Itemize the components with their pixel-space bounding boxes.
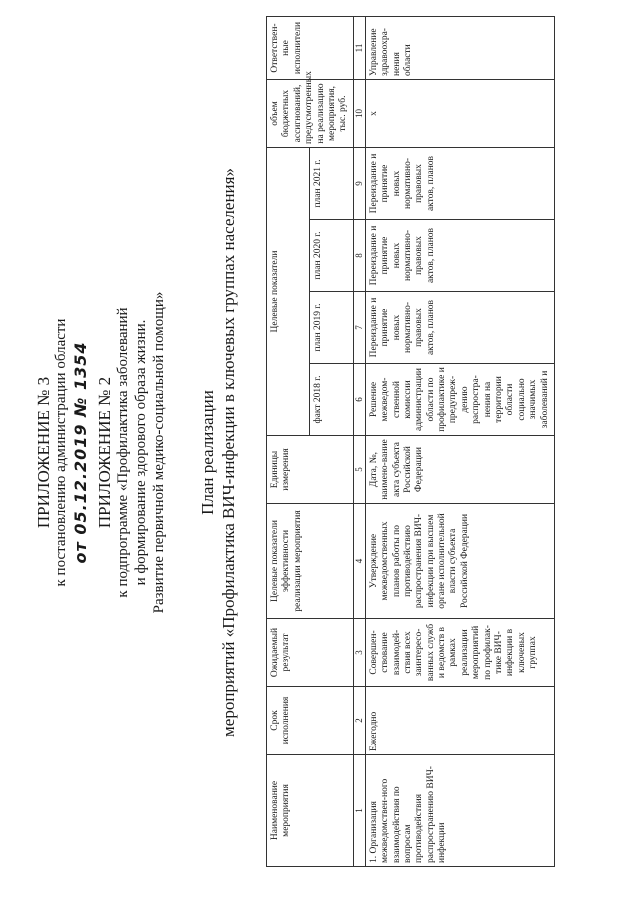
table-row: [365, 17, 554, 867]
cell-plan-2021: Переиздание и принятие новых нормативно-правовых актов, планов: [365, 148, 554, 220]
column-number: 1: [353, 755, 365, 867]
cell-unit: Дата, №, наимено-вание акта субъекта Российской Федерации: [365, 436, 554, 504]
header-name: Наименование мероприятия: [267, 755, 354, 867]
column-number: 4: [353, 504, 365, 619]
header-plan-2020: план 2020 г.: [310, 220, 353, 292]
resolution-line: к постановлению администрации области: [53, 318, 69, 587]
column-number: 6: [353, 364, 365, 436]
column-number: 5: [353, 436, 365, 504]
column-number: 8: [353, 220, 365, 292]
plan-subtitle: мероприятий «Профилактика ВИЧ-инфекции в ключевых группах населения»: [219, 168, 238, 737]
column-number: 7: [353, 292, 365, 364]
cell-fact-2018: Решение межведом-ственной комиссии администрации области по профилактике и предупреж-дению распростра-нения на территории области социально значимых заболеваний и: [365, 364, 554, 436]
header-term: Срок исполнения: [267, 687, 354, 755]
cell-plan-2019: Переиздание и принятие новых нормативно-правовых актов, планов: [365, 292, 554, 364]
header-plan-2021: план 2021 г.: [310, 148, 353, 220]
header-result: Ожидаемый результат: [267, 619, 354, 687]
column-number: 3: [353, 619, 365, 687]
subprogram-line-2: и формирование здорового образа жизни.: [133, 319, 149, 586]
column-number: 10: [353, 80, 365, 148]
handwritten-date-number: от 05.12.2019 № 1354: [71, 341, 90, 564]
column-number: 11: [353, 17, 365, 80]
cell-budget: х: [365, 80, 554, 148]
cell-term: Ежегодно: [365, 687, 554, 755]
header-row-1: [267, 17, 310, 867]
header-fact-2018: факт 2018 г.: [310, 364, 353, 436]
cell-result: Совершен-ствование взаимодей-ствия всех заинтересо-ванных служб и ведомств в рамках реализации мероприятий по профилак-тике ВИЧ-инфекции в ключевых группах: [365, 619, 554, 687]
implementation-plan-table: [266, 16, 555, 867]
plan-title: План реализации: [198, 390, 217, 515]
column-number-row: [353, 17, 365, 867]
header-executors: Ответствен-ные исполнители: [267, 17, 354, 80]
appendix-2-heading: ПРИЛОЖЕНИЕ № 2: [95, 376, 114, 529]
header-unit: Единицы измерения: [267, 436, 354, 504]
header-target-indicators: Целевые показатели: [267, 148, 310, 436]
cell-plan-2020: Переиздание и принятие новых нормативно-правовых актов, планов: [365, 220, 554, 292]
column-number: 9: [353, 148, 365, 220]
header-indicators: Целевые показатели эффективности реализации мероприятия: [267, 504, 354, 619]
appendix-3-heading: ПРИЛОЖЕНИЕ № 3: [34, 376, 53, 529]
column-number: 2: [353, 687, 365, 755]
subprogram-line-3: Развитие первичной медико-социальной помощи»: [151, 291, 167, 614]
cell-indicators: Утверждение межведомственных планов работы по противодействию распространения ВИЧ-инфекции при высшем органе исполнительной власти субъекта Российской Федерации: [365, 504, 554, 619]
cell-executors: Управление здравоохра-нения области: [365, 17, 554, 80]
header-budget: объем бюджетных ассигнований, предусмотренных на реализацию мероприятия, тыс. руб.: [267, 80, 354, 148]
header-plan-2019: план 2019 г.: [310, 292, 353, 364]
cell-name: 1. Организация межведомствен-ного взаимодействия по вопросам противодействия распространению ВИЧ-инфекции: [365, 755, 554, 867]
subprogram-line-1: к подпрограмме «Профилактика заболеваний: [115, 307, 131, 598]
